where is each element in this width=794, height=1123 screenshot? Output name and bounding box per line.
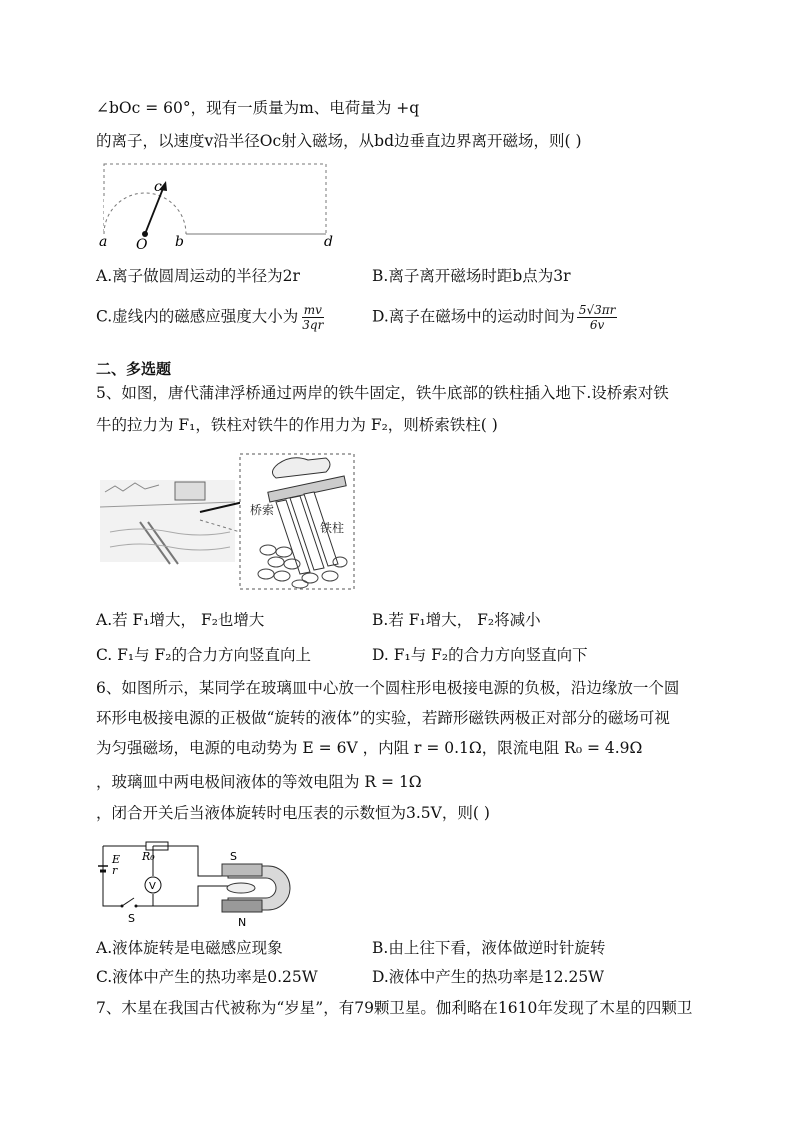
fraction-denominator: 3qr	[302, 318, 324, 332]
q5-option-c: C. F₁与 F₂的合力方向竖直向上	[96, 646, 312, 664]
label-pillar: 铁柱	[320, 521, 345, 535]
q4-line2: 的离子，以速度v沿半径Oc射入磁场，从bd边垂直边界离开磁场，则( )	[96, 132, 582, 150]
q4-option-d-fraction	[577, 303, 618, 332]
q4-option-c-text: C.虚线内的磁感应强度大小为	[96, 307, 299, 326]
q4-option-c-fraction	[300, 303, 325, 332]
label-r: r	[112, 864, 118, 877]
label-pole-S: S	[230, 850, 237, 863]
label-E: E	[112, 853, 121, 866]
q4-magnetic-field-figure	[96, 158, 346, 253]
fraction-numerator: mv	[303, 303, 322, 317]
q5-option-d: D. F₁与 F₂的合力方向竖直向下	[372, 646, 588, 664]
label-c: c	[154, 179, 162, 195]
label-b: b	[175, 234, 184, 250]
q6-line1: 6、如图所示，某同学在玻璃皿中心放一个圆柱形电极接电源的负极，沿边缘放一个圆	[96, 679, 680, 697]
label-d: d	[324, 234, 333, 250]
q6-option-c: C.液体中产生的热功率是0.25W	[96, 968, 318, 986]
q6-line5: ，闭合开关后当液体旋转时电压表的示数恒为3.5V，则( )	[96, 804, 490, 822]
label-pole-N: N	[238, 916, 247, 929]
label-voltmeter: V	[149, 881, 156, 892]
q5-bridge-figure	[100, 452, 358, 592]
q6-option-d: D.液体中产生的热功率是12.25W	[372, 968, 605, 986]
label-R0: R₀	[142, 850, 155, 863]
q7-line1: 7、木星在我国古代被称为“岁星”，有79颗卫星。伽利略在1610年发现了木星的四颗卫	[96, 999, 693, 1017]
label-a: a	[99, 234, 108, 250]
q5-option-b: B.若 F₁增大， F₂将减小	[372, 611, 541, 629]
q5-line2: 牛的拉力为 F₁，铁柱对铁牛的作用力为 F₂，则桥索铁柱( )	[96, 416, 498, 434]
q6-line3: 为匀强磁场，电源的电动势为 E = 6V ，内阻 r = 0.1Ω，限流电阻 R₀ = 4.9Ω	[96, 739, 643, 757]
label-cable: 桥索	[250, 503, 275, 517]
section-title: 二、多选题	[96, 360, 172, 378]
label-switch-S: S	[128, 912, 135, 925]
q4-line1: ∠bOc = 60°，现有一质量为m、电荷量为 +q	[96, 99, 420, 117]
q6-option-b: B.由上往下看，液体做逆时针旋转	[372, 939, 606, 957]
q4-option-d	[372, 303, 619, 332]
label-O: O	[136, 237, 148, 253]
q5-option-a: A.若 F₁增大， F₂也增大	[96, 611, 265, 629]
q6-option-a: A.液体旋转是电磁感应现象	[96, 939, 283, 957]
q6-line4: ，玻璃皿中两电极间液体的等效电阻为 R = 1Ω	[96, 773, 422, 791]
q4-option-a: A.离子做圆周运动的半径为2r	[96, 267, 300, 285]
q5-line1: 5、如图，唐代蒲津浮桥通过两岸的铁牛固定，铁牛底部的铁柱插入地下.设桥索对铁	[96, 384, 669, 402]
fraction-numerator: 5√3πr	[578, 303, 616, 317]
fraction-denominator: 6v	[589, 318, 605, 332]
q4-option-c	[96, 303, 327, 332]
q6-line2: 环形电极接电源的正极做“旋转的液体”的实验，若蹄形磁铁两极正对部分的磁场可视	[96, 709, 670, 727]
q4-option-d-text: D.离子在磁场中的运动时间为	[372, 307, 575, 326]
q4-option-b: B.离子离开磁场时距b点为3r	[372, 267, 571, 285]
q6-circuit-figure	[98, 836, 298, 932]
